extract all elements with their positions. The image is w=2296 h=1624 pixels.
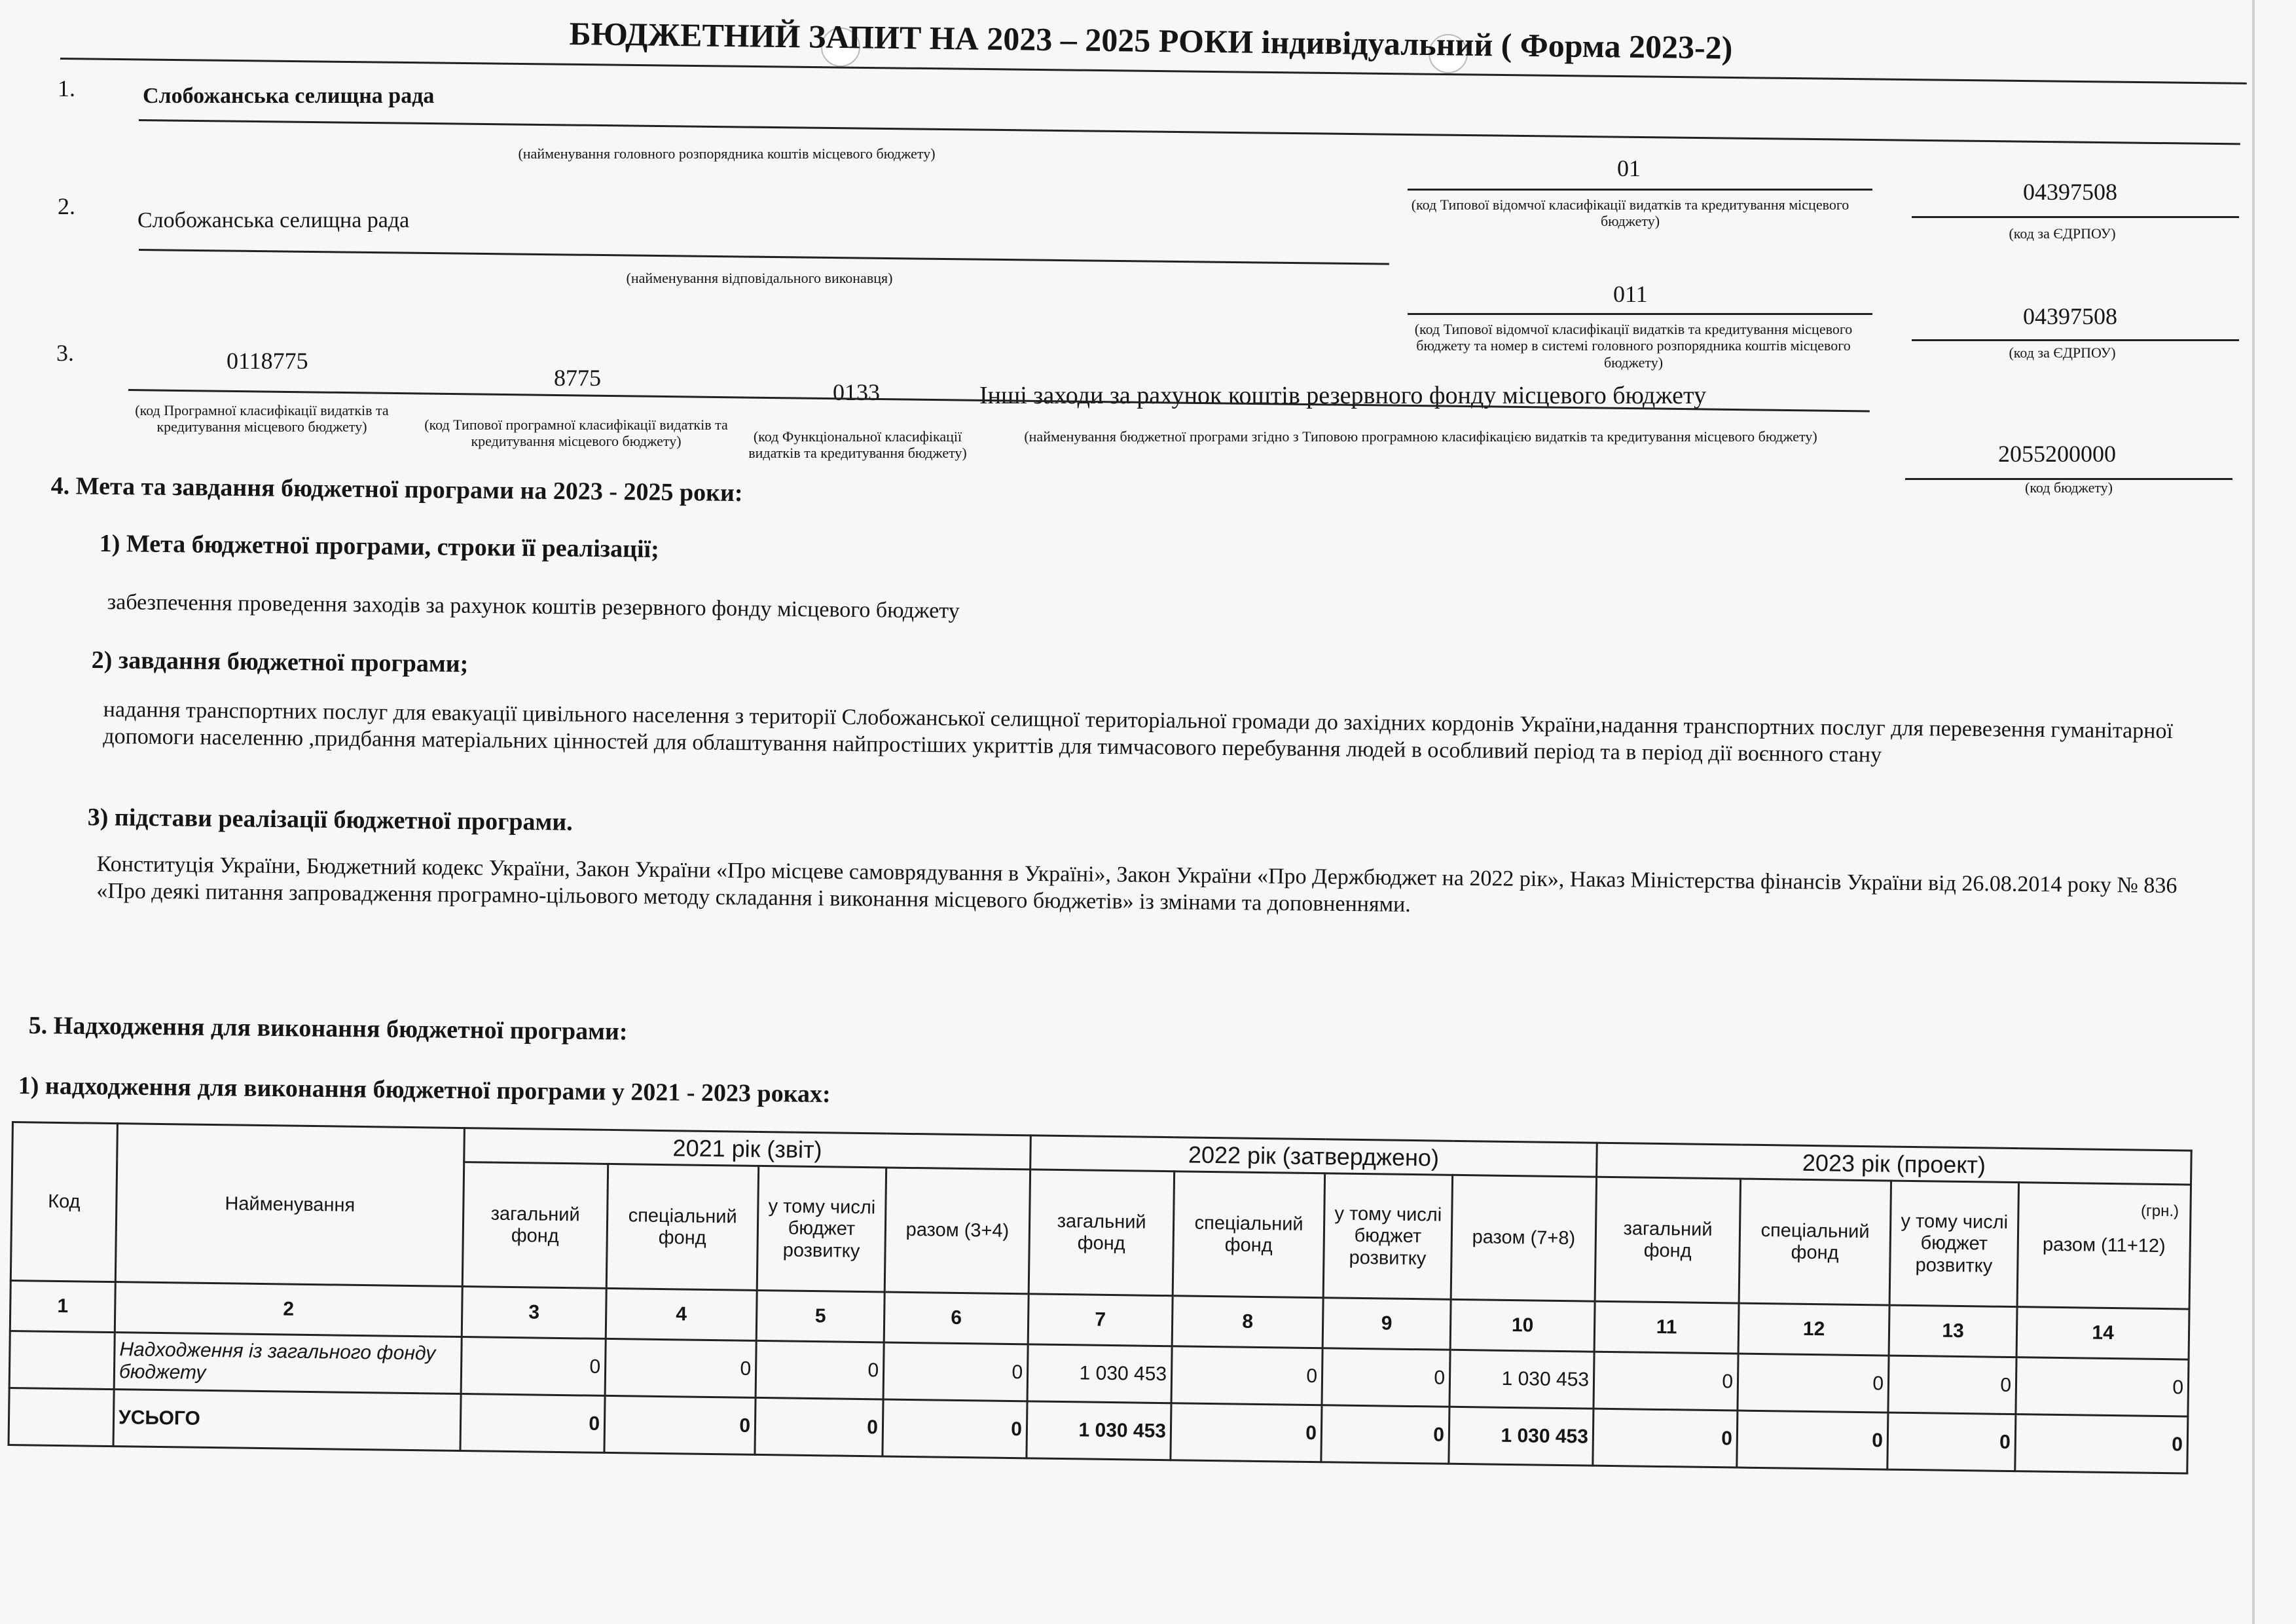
goal-heading: 1) Мета бюджетної програми, строки її реалізації; [99, 529, 659, 563]
col-number: 14 [2016, 1307, 2189, 1359]
total-2021: разом (3+4) [884, 1168, 1030, 1294]
row2-rule [139, 249, 1389, 265]
executor-code-caption: (код Типової відомчої класифікації видатків та кредитування місцевого бюджету та номер в системі головного розпорядника коштів місцевого бюджету) [1414, 321, 1853, 371]
cell-value: 0 [1171, 1346, 1322, 1405]
special-fund-2021: спеціальний фонд [606, 1164, 758, 1291]
general-fund-2022: загальний фонд [1029, 1170, 1174, 1296]
page-title: БЮДЖЕТНИЙ ЗАПИТ НА 2023 – 2025 РОКИ індивідуальний ( Форма 2023-2) [569, 14, 1733, 66]
cell-value: 0 [2015, 1414, 2188, 1473]
functional-code: 0133 [833, 379, 880, 405]
program-code: 0118775 [227, 348, 308, 374]
row3-number: 3. [56, 340, 74, 366]
basis-heading: 3) підстави реалізації бюджетної програми. [87, 803, 574, 836]
cell-value: 1 030 453 [1027, 1344, 1172, 1403]
year-2021-header: 2021 рік (звіт) [464, 1128, 1031, 1170]
col-number: 6 [884, 1292, 1029, 1344]
edrpou-code-1: 04397508 [2023, 179, 2117, 205]
cell-value: 0 [1322, 1348, 1450, 1407]
cell-value: 0 [1737, 1411, 1888, 1469]
col-name-header: Найменування [115, 1124, 464, 1287]
main-manager-caption: (найменування головного розпорядника коштів місцевого бюджету) [518, 145, 936, 162]
cell-value: 0 [2016, 1357, 2189, 1416]
total-2023: разом (11+12) [2017, 1183, 2191, 1309]
col-number: 12 [1738, 1303, 1889, 1356]
cell-value: 0 [756, 1341, 884, 1400]
executor-department-code: 011 [1613, 281, 1648, 307]
row2-number: 2. [58, 193, 75, 219]
unit-label: (грн.) [2141, 1202, 2179, 1220]
section5-heading: 5. Надходження для виконання бюджетної програми: [28, 1012, 628, 1046]
title-rule [60, 58, 2247, 84]
tasks-text: надання транспортних послуг для евакуації цивільного населення з території Слобожанської селищної територіальної громади до західних кордонів України,надання транспортних послуг для перевезення гуманітарної допомоги населенню ,придбання матеріальних цінностей для облаштування найпростіших укриттів для тимчасового перебування людей в особливий період та в період дії воєнного стану [103, 697, 2174, 767]
cell-value: 0 [604, 1396, 756, 1455]
general-fund-2023: загальний фонд [1595, 1177, 1740, 1304]
department-code-caption: (код Типової відомчої класифікації видатків та кредитування місцевого бюджету) [1411, 196, 1850, 230]
col-number: 1 [10, 1281, 115, 1333]
program-name-caption: (найменування бюджетної програми згідно з Типовою програмною класифікацією видатків та кредитування місцевого бюджету) [1024, 428, 1817, 445]
row-name: УСЬОГО [113, 1390, 461, 1451]
col-number: 8 [1172, 1296, 1323, 1348]
col-number: 2 [115, 1282, 462, 1337]
cell-value: 0 [1593, 1409, 1738, 1468]
executor-caption: (найменування відповідального виконавця) [626, 270, 893, 286]
cell-value: 0 [1738, 1354, 1889, 1412]
cell-value: 0 [883, 1399, 1027, 1458]
functional-code-caption: (код Функціональної класифікації видатків та кредитування бюджету) [748, 428, 967, 462]
department-code-rule [1408, 189, 1872, 191]
edrpou-code-2: 04397508 [2023, 303, 2117, 329]
row-code [9, 1331, 115, 1390]
row1-number: 1. [58, 75, 75, 101]
col-number: 11 [1594, 1302, 1739, 1354]
budget-code-caption: (код бюджету) [2025, 479, 2113, 496]
col-number: 7 [1028, 1294, 1173, 1346]
program-name: Інші заходи за рахунок коштів резервного фонду місцевого бюджету [979, 382, 1707, 409]
executor-code-rule [1408, 313, 1872, 315]
cell-value: 1 030 453 [1027, 1401, 1171, 1460]
cell-value: 0 [1887, 1412, 2016, 1471]
budget-code: 2055200000 [1998, 441, 2116, 467]
main-manager-name: Слобожанська селищна рада [143, 84, 435, 108]
col-code-header: Код [10, 1122, 117, 1282]
col-number: 10 [1450, 1300, 1595, 1352]
edrpou-caption-1: (код за ЄДРПОУ) [2009, 225, 2116, 242]
department-code: 01 [1617, 155, 1641, 181]
basis-text: Конституція України, Бюджетний кодекс України, Закон України «Про місцеве самоврядування в Україні», Закон України «Про Держбюджет на 2022 рік», Наказ Міністерства фінансів України від 26.08.2014 року № 836 «Про деякі питання запровадження програмно-цільового методу складання і виконання місцевого бюджетів» із змінами та доповненнями. [96, 852, 2178, 917]
page-edge [2252, 0, 2255, 1624]
col-number: 4 [606, 1289, 757, 1341]
goal-text: забезпечення проведення заходів за рахунок коштів резервного фонду місцевого бюджету [107, 589, 960, 623]
row1-rule [139, 119, 2240, 145]
cell-value: 1 030 453 [1449, 1407, 1594, 1466]
col-number: 13 [1889, 1305, 2017, 1357]
special-fund-2023: спеціальний фонд [1739, 1179, 1891, 1305]
edrpou-rule-2 [1912, 339, 2239, 341]
typical-program-code: 8775 [554, 365, 601, 391]
cell-value: 0 [1888, 1356, 2016, 1414]
cell-value: 0 [1171, 1403, 1322, 1462]
executor-name: Слобожанська селищна рада [137, 208, 410, 232]
cell-value: 0 [460, 1394, 605, 1453]
row-name: Надходження із загального фонду бюджету [114, 1333, 462, 1394]
cell-value: 0 [755, 1398, 883, 1457]
receipts-subheading: 1) надходження для виконання бюджетної програми у 2021 - 2023 роках: [18, 1072, 831, 1108]
cell-value: 1 030 453 [1449, 1350, 1594, 1409]
col-number: 5 [756, 1291, 884, 1343]
cell-value: 0 [605, 1339, 756, 1398]
col-number: 9 [1322, 1298, 1451, 1350]
year-2023-header: 2023 рік (проект) [1597, 1143, 2192, 1185]
receipts-table [8, 1121, 2193, 1475]
col-number: 3 [462, 1287, 606, 1339]
cell-value: 0 [883, 1342, 1028, 1401]
cell-value: 0 [1594, 1352, 1738, 1411]
typical-program-code-caption: (код Типової програмної класифікації видатків та кредитування місцевого бюджету) [424, 416, 728, 450]
cell-value: 0 [461, 1337, 606, 1396]
edrpou-caption-2: (код за ЄДРПОУ) [2009, 344, 2116, 361]
row-code [9, 1388, 114, 1447]
development-2022: у тому числі бюджет розвитку [1323, 1173, 1452, 1300]
section4-heading: 4. Мета та завдання бюджетної програми на 2023 - 2025 роки: [50, 471, 743, 507]
total-2022: разом (7+8) [1451, 1175, 1596, 1302]
general-fund-2021: загальний фонд [462, 1162, 608, 1289]
development-2023: у тому числі бюджет розвитку [1889, 1181, 2018, 1307]
program-code-caption: (код Програмної класифікації видатків та кредитування місцевого бюджету) [135, 402, 389, 435]
special-fund-2022: спеціальний фонд [1173, 1172, 1324, 1298]
edrpou-rule-1 [1912, 216, 2239, 218]
year-2022-header: 2022 рік (затверджено) [1030, 1135, 1597, 1177]
development-2021: у тому числі бюджет розвитку [757, 1166, 886, 1293]
cell-value: 0 [1321, 1405, 1449, 1464]
tasks-heading: 2) завдання бюджетної програми; [91, 646, 469, 678]
